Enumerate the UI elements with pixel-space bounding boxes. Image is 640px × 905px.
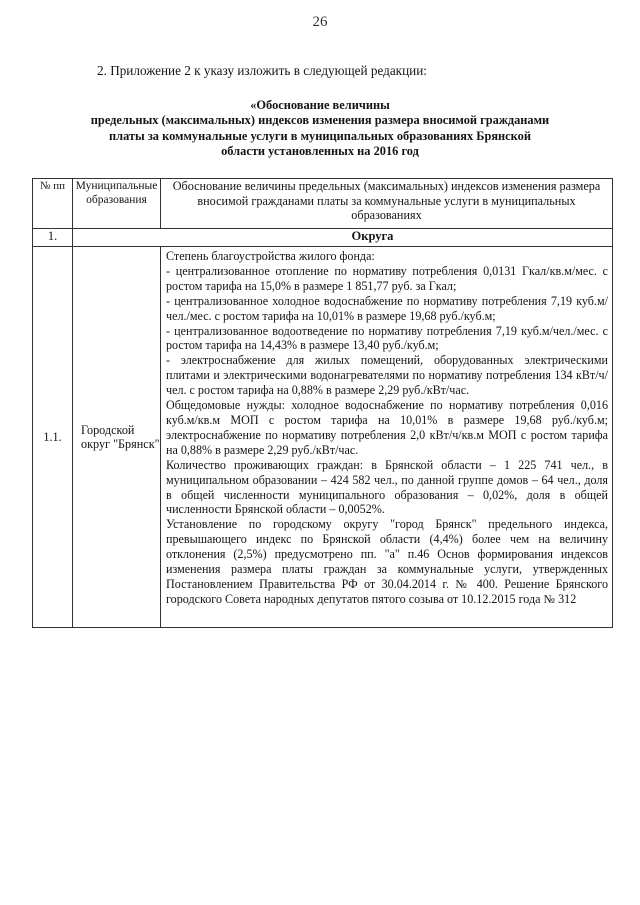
intro-text: 2. Приложение 2 к указу изложить в следующей редакции: <box>97 63 427 78</box>
justification-paragraph: Количество проживающих граждан: в Брянской области – 1 225 741 чел., в муниципальном образовании – 424 582 чел., по данной группе домов – 64 чел., доля в общей численности муниципального образования – 0,02%, доля в общей численности Брянской области – 0,0052%. <box>166 457 608 517</box>
heading-line: предельных (максимальных) индексов изменения размера вносимой гражданами <box>90 113 550 128</box>
heading-line: области установленных на 2016 год <box>221 144 419 159</box>
justification-paragraph: - централизованное отопление по нормативу потребления 0,0131 Гкал/кв.м/мес. с ростом тарифа на 15,0% в размере 1 851,77 руб. за Гкал; <box>166 263 608 293</box>
indices-table <box>32 178 613 628</box>
header-justification: Обоснование величины предельных (максимальных) индексов изменения размера вносимой гражданами платы за коммунальные услуги в муниципальных образованиях <box>161 179 613 229</box>
table-row <box>33 247 613 628</box>
heading-line: «Обоснование величины <box>250 98 390 112</box>
header-num: № пп <box>33 179 73 229</box>
justification-paragraph: Установление по городскому округу "город Брянск" предельного индекса, превышающего индекс по Брянской области (4,4%) более чем на величину отклонения (2,5%) предусмотрено пп. "а" п.46 Основ формирования индексов изменения размера платы граждан за коммунальные услуги, утвержденных Постановлением Правительства РФ от 30.04.2014 г. № 400. Решение Брянского городского Совета народных депутатов пятого созыва от 10.12.2015 года № 312 <box>166 517 608 606</box>
row-municipality: Городской округ "Брянск" <box>73 247 161 628</box>
justification-paragraph: - электроснабжение для жилых помещений, оборудованных электрическими плитами и электрическими водонагревателями по нормативу потребления 134 кВт/ч/чел. с ростом тарифа на 0,88% в размере 2,29 руб./кВт/час. <box>166 353 608 398</box>
justification-paragraph: - централизованное водоотведение по нормативу потребления 7,19 куб.м/чел./мес. с ростом тарифа на 14,43% в размере 13,40 руб./куб.м; <box>166 323 608 353</box>
heading-line: платы за коммунальные услуги в муниципальных образованиях Брянской <box>109 128 531 143</box>
section-row <box>33 229 613 247</box>
table-header-row <box>33 179 613 229</box>
section-title: Округа <box>73 229 613 247</box>
row-num: 1.1. <box>33 247 73 628</box>
document-heading <box>60 98 580 160</box>
justification-paragraph: - централизованное холодное водоснабжение по нормативу потребления 7,19 куб.м/чел./мес. с ростом тарифа на 10,01% в размере 19,68 руб./куб.м; <box>166 293 608 323</box>
justification-paragraph: Степень благоустройства жилого фонда: <box>166 249 375 263</box>
header-municipality: Муниципальные образования <box>73 179 161 229</box>
section-num: 1. <box>33 229 73 247</box>
row-justification <box>161 247 613 628</box>
page-number: 26 <box>312 14 328 30</box>
justification-paragraph: Общедомовые нужды: холодное водоснабжение по нормативу потребления 0,016 куб.м/кв.м МОП с ростом тарифа на 10,01% в размере 19,68 руб./куб.м; электроснабжение по нормативу потребления 2,0 кВт/ч/кв.м МОП с ростом тарифа на 0,88% в размере 2,29 руб./кВт/час. <box>166 398 608 457</box>
